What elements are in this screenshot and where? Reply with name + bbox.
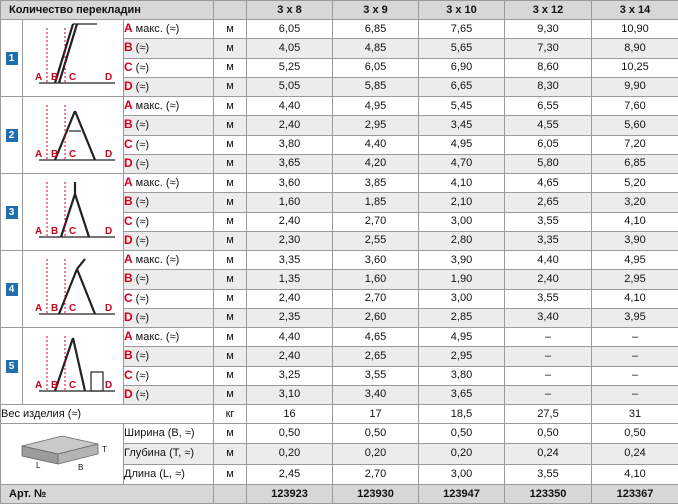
diagram-dimension-letter: C bbox=[69, 72, 76, 83]
value-cell: 9,90 bbox=[592, 77, 678, 96]
header-row bbox=[1, 1, 678, 20]
value-cell: 4,95 bbox=[419, 328, 505, 347]
column-header: 3 x 12 bbox=[505, 1, 592, 20]
value-cell: 10,90 bbox=[592, 20, 678, 39]
dimension-label bbox=[124, 77, 214, 96]
value-cell: 3,45 bbox=[419, 116, 505, 135]
value-cell: 4,10 bbox=[592, 212, 678, 231]
spec-row bbox=[1, 97, 678, 116]
value-cell: 2,95 bbox=[419, 347, 505, 366]
value-cell: – bbox=[592, 385, 678, 404]
spec-row bbox=[1, 20, 678, 39]
dimension-label bbox=[124, 366, 214, 385]
value-cell: 2,85 bbox=[419, 308, 505, 327]
dimension-letter: A bbox=[124, 252, 133, 266]
dimension-suffix: (≈) bbox=[136, 216, 149, 228]
article-number-cell: 123947 bbox=[419, 485, 505, 504]
box-dimension-letter: L bbox=[36, 461, 41, 470]
value-cell: – bbox=[505, 347, 592, 366]
setup-picture-cell bbox=[23, 20, 124, 97]
weight-value-cell: 17 bbox=[333, 405, 419, 424]
value-cell: 3,55 bbox=[505, 289, 592, 308]
dimension-suffix: макс. (≈) bbox=[136, 100, 180, 112]
value-cell: 6,05 bbox=[505, 135, 592, 154]
column-header: 3 x 8 bbox=[247, 1, 333, 20]
value-cell: 2,40 bbox=[247, 212, 333, 231]
ladder-setup-diagram bbox=[25, 174, 121, 244]
weight-value-cell: 18,5 bbox=[419, 405, 505, 424]
value-cell: 6,65 bbox=[419, 77, 505, 96]
diagram-dimension-letter: C bbox=[69, 226, 76, 237]
value-cell: 4,10 bbox=[592, 289, 678, 308]
setup-number-badge: 1 bbox=[6, 52, 18, 65]
value-cell: 4,10 bbox=[419, 174, 505, 193]
spec-row bbox=[1, 328, 678, 347]
dimension-letter: D bbox=[124, 233, 133, 247]
package-dimension-value-cell: 0,20 bbox=[419, 444, 505, 464]
unit-cell: м bbox=[214, 464, 247, 484]
unit-cell: м bbox=[214, 20, 247, 39]
package-dimensions-diagram bbox=[14, 424, 110, 478]
dimension-label bbox=[124, 212, 214, 231]
unit-cell: м bbox=[214, 58, 247, 77]
value-cell: 2,40 bbox=[505, 270, 592, 289]
value-cell: 3,10 bbox=[247, 385, 333, 404]
value-cell: – bbox=[505, 366, 592, 385]
setup-number-badge: 5 bbox=[6, 360, 18, 373]
dimension-suffix: (≈) bbox=[136, 119, 149, 131]
setup-picture-cell bbox=[23, 174, 124, 251]
dimension-suffix: (≈) bbox=[136, 273, 149, 285]
ladder-rail bbox=[77, 269, 95, 314]
value-cell: 5,85 bbox=[333, 77, 419, 96]
value-cell: 5,05 bbox=[247, 77, 333, 96]
value-cell: – bbox=[592, 366, 678, 385]
setup-picture-cell bbox=[23, 97, 124, 174]
value-cell: 7,65 bbox=[419, 20, 505, 39]
ladder-setup-diagram bbox=[25, 20, 121, 90]
value-cell: 3,85 bbox=[333, 174, 419, 193]
article-number-cell: 123930 bbox=[333, 485, 419, 504]
diagram-dimension-letter: C bbox=[69, 149, 76, 160]
unit-cell: м bbox=[214, 308, 247, 327]
value-cell: 3,65 bbox=[247, 154, 333, 173]
weight-value-cell: 16 bbox=[247, 405, 333, 424]
unit-cell: м bbox=[214, 77, 247, 96]
package-dimension-value-cell: 2,70 bbox=[333, 464, 419, 484]
value-cell: 2,95 bbox=[333, 116, 419, 135]
value-cell: 2,65 bbox=[333, 347, 419, 366]
setup-badge-cell bbox=[1, 328, 23, 405]
dimension-label bbox=[124, 328, 214, 347]
diagram-dimension-letter: D bbox=[105, 380, 112, 391]
setup-number-badge: 2 bbox=[6, 129, 18, 142]
value-cell: – bbox=[592, 328, 678, 347]
package-dimension-value-cell: 0,50 bbox=[333, 424, 419, 444]
dimension-label bbox=[124, 347, 214, 366]
weight-row bbox=[1, 405, 678, 424]
value-cell: 3,80 bbox=[247, 135, 333, 154]
dimension-letter: B bbox=[124, 271, 133, 285]
dimension-letter: D bbox=[124, 79, 133, 93]
value-cell: 2,70 bbox=[333, 212, 419, 231]
column-header: 3 x 10 bbox=[419, 1, 505, 20]
diagram-dimension-letter: A bbox=[35, 226, 42, 237]
unit-cell: м bbox=[214, 366, 247, 385]
setup-badge-cell bbox=[1, 20, 23, 97]
unit-cell: м bbox=[214, 193, 247, 212]
diagram-dimension-letter: B bbox=[51, 226, 58, 237]
value-cell: 4,95 bbox=[592, 251, 678, 270]
unit-cell: м bbox=[214, 385, 247, 404]
article-number-cell: 123923 bbox=[247, 485, 333, 504]
value-cell: 8,90 bbox=[592, 39, 678, 58]
value-cell: 6,90 bbox=[419, 58, 505, 77]
dimension-suffix: макс. (≈) bbox=[136, 254, 180, 266]
dimension-label bbox=[124, 154, 214, 173]
diagram-dimension-letter: D bbox=[105, 149, 112, 160]
value-cell: 8,30 bbox=[505, 77, 592, 96]
dimension-suffix: макс. (≈) bbox=[136, 177, 180, 189]
value-cell: 5,20 bbox=[592, 174, 678, 193]
weight-value-cell: 31 bbox=[592, 405, 678, 424]
dimension-label bbox=[124, 135, 214, 154]
value-cell: 3,20 bbox=[592, 193, 678, 212]
value-cell: 5,25 bbox=[247, 58, 333, 77]
dimension-label bbox=[124, 20, 214, 39]
unit-cell: кг bbox=[214, 405, 247, 424]
value-cell: 2,40 bbox=[247, 289, 333, 308]
unit-cell: м bbox=[214, 251, 247, 270]
value-cell: 1,60 bbox=[333, 270, 419, 289]
value-cell: 5,65 bbox=[419, 39, 505, 58]
value-cell: 4,05 bbox=[247, 39, 333, 58]
weight-label: Вес изделия (≈) bbox=[1, 405, 214, 424]
package-dimension-label: Длина (L, ≈) bbox=[124, 464, 214, 484]
value-cell: 4,65 bbox=[333, 328, 419, 347]
value-cell: 4,40 bbox=[333, 135, 419, 154]
value-cell: 3,55 bbox=[333, 366, 419, 385]
dimension-label bbox=[124, 97, 214, 116]
dimension-letter: A bbox=[124, 98, 133, 112]
unit-cell: м bbox=[214, 444, 247, 464]
package-dimension-value-cell: 0,50 bbox=[247, 424, 333, 444]
diagram-dimension-letter: B bbox=[51, 72, 58, 83]
value-cell: – bbox=[505, 328, 592, 347]
value-cell: 3,90 bbox=[592, 231, 678, 250]
dimension-label bbox=[124, 289, 214, 308]
package-picture-cell bbox=[1, 424, 124, 485]
value-cell: 3,35 bbox=[505, 231, 592, 250]
package-dimension-value-cell: 0,24 bbox=[592, 444, 678, 464]
value-cell: 6,85 bbox=[333, 20, 419, 39]
footer-unit-cell bbox=[214, 485, 247, 504]
value-cell: 4,55 bbox=[505, 116, 592, 135]
unit-cell: м bbox=[214, 116, 247, 135]
package-dimension-value-cell: 3,55 bbox=[505, 464, 592, 484]
value-cell: 2,40 bbox=[247, 347, 333, 366]
dimension-label bbox=[124, 116, 214, 135]
dimension-label bbox=[124, 58, 214, 77]
value-cell: 6,85 bbox=[592, 154, 678, 173]
ladder-rail bbox=[75, 194, 89, 237]
weight-value-cell: 27,5 bbox=[505, 405, 592, 424]
dimension-label bbox=[124, 270, 214, 289]
value-cell: 5,60 bbox=[592, 116, 678, 135]
package-dimension-label: Глубина (T, ≈) bbox=[124, 444, 214, 464]
dimension-suffix: (≈) bbox=[136, 235, 149, 247]
ladder-setup-diagram bbox=[25, 328, 121, 398]
value-cell: 3,00 bbox=[419, 212, 505, 231]
setup-picture-cell bbox=[23, 251, 124, 328]
value-cell: 3,60 bbox=[333, 251, 419, 270]
value-cell: 3,90 bbox=[419, 251, 505, 270]
value-cell: 6,05 bbox=[333, 58, 419, 77]
box-dimension-letter: T bbox=[102, 445, 107, 454]
dimension-label bbox=[124, 308, 214, 327]
value-cell: 7,20 bbox=[592, 135, 678, 154]
dimension-letter: A bbox=[124, 175, 133, 189]
dimension-letter: C bbox=[124, 137, 133, 151]
value-cell: 3,55 bbox=[505, 212, 592, 231]
dimension-label bbox=[124, 193, 214, 212]
staircase-step bbox=[91, 372, 103, 391]
dimension-letter: D bbox=[124, 156, 133, 170]
article-number-cell: 123367 bbox=[592, 485, 678, 504]
dimension-label bbox=[124, 39, 214, 58]
value-cell: 2,70 bbox=[333, 289, 419, 308]
value-cell: 3,40 bbox=[333, 385, 419, 404]
unit-cell: м bbox=[214, 289, 247, 308]
dimension-suffix: (≈) bbox=[136, 389, 149, 401]
dimension-letter: B bbox=[124, 194, 133, 208]
value-cell: 3,35 bbox=[247, 251, 333, 270]
value-cell: 1,35 bbox=[247, 270, 333, 289]
ladder-rail bbox=[75, 111, 95, 160]
setup-number-badge: 4 bbox=[6, 283, 18, 296]
diagram-dimension-letter: B bbox=[51, 303, 58, 314]
value-cell: 10,25 bbox=[592, 58, 678, 77]
dimension-label bbox=[124, 385, 214, 404]
unit-cell: м bbox=[214, 424, 247, 444]
article-number-cell: 123350 bbox=[505, 485, 592, 504]
value-cell: 2,95 bbox=[592, 270, 678, 289]
value-cell: 6,55 bbox=[505, 97, 592, 116]
value-cell: 3,25 bbox=[247, 366, 333, 385]
value-cell: 1,85 bbox=[333, 193, 419, 212]
setup-badge-cell bbox=[1, 97, 23, 174]
ladder-top-section bbox=[77, 259, 85, 269]
ladder-setup-diagram bbox=[25, 251, 121, 321]
setup-picture-cell bbox=[23, 328, 124, 405]
dimension-letter: C bbox=[124, 214, 133, 228]
dimension-label bbox=[124, 231, 214, 250]
column-header: 3 x 14 bbox=[592, 1, 678, 20]
article-number-row bbox=[1, 485, 678, 504]
diagram-dimension-letter: D bbox=[105, 226, 112, 237]
dimension-suffix: (≈) bbox=[136, 293, 149, 305]
article-number-label: Арт. № bbox=[1, 485, 214, 504]
dimension-letter: D bbox=[124, 387, 133, 401]
spec-row bbox=[1, 251, 678, 270]
value-cell: 4,95 bbox=[333, 97, 419, 116]
spec-row bbox=[1, 174, 678, 193]
dimension-letter: A bbox=[124, 21, 133, 35]
value-cell: 2,30 bbox=[247, 231, 333, 250]
package-dimension-value-cell: 0,50 bbox=[592, 424, 678, 444]
value-cell: 8,60 bbox=[505, 58, 592, 77]
unit-cell: м bbox=[214, 39, 247, 58]
unit-cell: м bbox=[214, 174, 247, 193]
value-cell: 2,55 bbox=[333, 231, 419, 250]
package-dimension-value-cell: 0,20 bbox=[247, 444, 333, 464]
unit-cell: м bbox=[214, 270, 247, 289]
value-cell: 2,80 bbox=[419, 231, 505, 250]
value-cell: 3,65 bbox=[419, 385, 505, 404]
diagram-dimension-letter: A bbox=[35, 72, 42, 83]
dimension-letter: C bbox=[124, 291, 133, 305]
value-cell: 7,60 bbox=[592, 97, 678, 116]
header-unit-cell bbox=[214, 1, 247, 20]
diagram-dimension-letter: D bbox=[105, 72, 112, 83]
package-dimension-value-cell: 0,50 bbox=[505, 424, 592, 444]
diagram-dimension-letter: C bbox=[69, 380, 76, 391]
dimension-suffix: (≈) bbox=[136, 350, 149, 362]
value-cell: 2,40 bbox=[247, 116, 333, 135]
diagram-dimension-letter: B bbox=[51, 149, 58, 160]
value-cell: 2,60 bbox=[333, 308, 419, 327]
dimension-letter: C bbox=[124, 368, 133, 382]
package-dimension-value-cell: 2,45 bbox=[247, 464, 333, 484]
value-cell: 1,90 bbox=[419, 270, 505, 289]
package-dimension-value-cell: 4,10 bbox=[592, 464, 678, 484]
value-cell: 6,05 bbox=[247, 20, 333, 39]
value-cell: 3,60 bbox=[247, 174, 333, 193]
value-cell: 5,80 bbox=[505, 154, 592, 173]
value-cell: 4,40 bbox=[247, 97, 333, 116]
dimension-suffix: (≈) bbox=[136, 196, 149, 208]
diagram-dimension-letter: C bbox=[69, 303, 76, 314]
diagram-dimension-letter: A bbox=[35, 303, 42, 314]
value-cell: 4,70 bbox=[419, 154, 505, 173]
package-dimension-value-cell: 0,20 bbox=[333, 444, 419, 464]
header-title: Количество перекладин bbox=[1, 1, 214, 20]
package-dimension-value-cell: 3,00 bbox=[419, 464, 505, 484]
dimension-suffix: (≈) bbox=[136, 81, 149, 93]
dimension-suffix: (≈) bbox=[136, 312, 149, 324]
package-dimension-value-cell: 0,50 bbox=[419, 424, 505, 444]
unit-cell: м bbox=[214, 328, 247, 347]
dimension-suffix: (≈) bbox=[136, 62, 149, 74]
column-header: 3 x 9 bbox=[333, 1, 419, 20]
value-cell: 7,30 bbox=[505, 39, 592, 58]
value-cell: 4,40 bbox=[247, 328, 333, 347]
ladder-setup-diagram bbox=[25, 97, 121, 167]
unit-cell: м bbox=[214, 231, 247, 250]
dimension-letter: A bbox=[124, 329, 133, 343]
value-cell: 2,65 bbox=[505, 193, 592, 212]
unit-cell: м bbox=[214, 212, 247, 231]
value-cell: 4,65 bbox=[505, 174, 592, 193]
setup-number-badge: 3 bbox=[6, 206, 18, 219]
value-cell: 3,95 bbox=[592, 308, 678, 327]
dimension-label bbox=[124, 251, 214, 270]
dimension-letter: B bbox=[124, 117, 133, 131]
dimension-suffix: (≈) bbox=[136, 370, 149, 382]
dimension-letter: C bbox=[124, 60, 133, 74]
dimension-letter: D bbox=[124, 310, 133, 324]
diagram-dimension-letter: A bbox=[35, 380, 42, 391]
dimension-suffix: (≈) bbox=[136, 158, 149, 170]
value-cell: 2,10 bbox=[419, 193, 505, 212]
dimension-suffix: макс. (≈) bbox=[136, 23, 180, 35]
unit-cell: м bbox=[214, 97, 247, 116]
value-cell: – bbox=[505, 385, 592, 404]
dimension-letter: B bbox=[124, 40, 133, 54]
value-cell: 3,00 bbox=[419, 289, 505, 308]
value-cell: 4,95 bbox=[419, 135, 505, 154]
box-dimension-letter: B bbox=[78, 463, 83, 472]
value-cell: 4,40 bbox=[505, 251, 592, 270]
dimension-suffix: (≈) bbox=[136, 139, 149, 151]
value-cell: 3,80 bbox=[419, 366, 505, 385]
value-cell: 5,45 bbox=[419, 97, 505, 116]
value-cell: 4,20 bbox=[333, 154, 419, 173]
dimension-suffix: макс. (≈) bbox=[136, 331, 180, 343]
value-cell: 9,30 bbox=[505, 20, 592, 39]
unit-cell: м bbox=[214, 154, 247, 173]
package-dimension-row bbox=[1, 424, 678, 444]
dimension-suffix: (≈) bbox=[136, 42, 149, 54]
unit-cell: м bbox=[214, 135, 247, 154]
value-cell: 3,40 bbox=[505, 308, 592, 327]
value-cell: 4,85 bbox=[333, 39, 419, 58]
diagram-dimension-letter: B bbox=[51, 380, 58, 391]
diagram-dimension-letter: A bbox=[35, 149, 42, 160]
value-cell: – bbox=[592, 347, 678, 366]
value-cell: 2,35 bbox=[247, 308, 333, 327]
setup-badge-cell bbox=[1, 251, 23, 328]
package-dimension-label: Ширина (B, ≈) bbox=[124, 424, 214, 444]
dimension-label bbox=[124, 174, 214, 193]
diagram-dimension-letter: D bbox=[105, 303, 112, 314]
unit-cell: м bbox=[214, 347, 247, 366]
value-cell: 1,60 bbox=[247, 193, 333, 212]
dimension-letter: B bbox=[124, 348, 133, 362]
package-dimension-value-cell: 0,24 bbox=[505, 444, 592, 464]
setup-badge-cell bbox=[1, 174, 23, 251]
